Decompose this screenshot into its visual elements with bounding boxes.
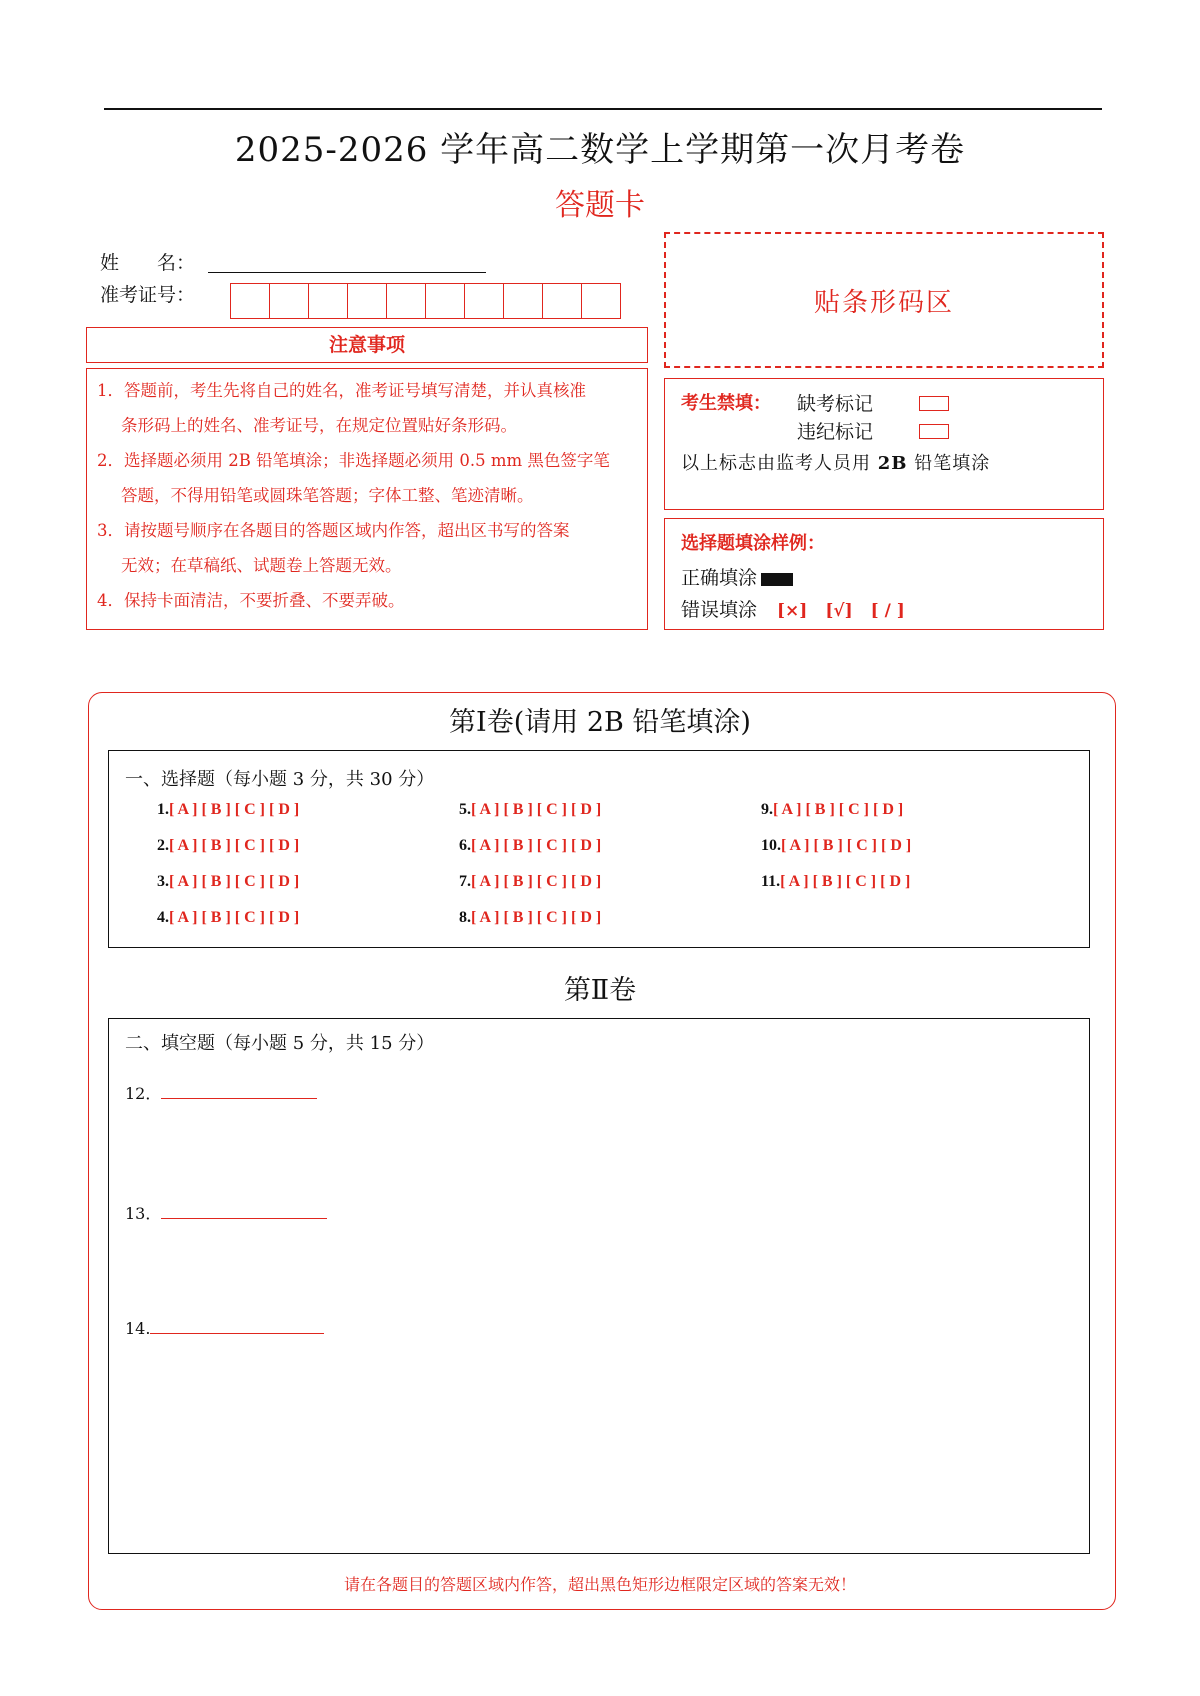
question-4[interactable]: 4.[ A ] [ B ] [ C ] [ D ] [157,909,300,926]
notice-title: 注意事项 [86,327,648,363]
wrong-mark-slash: [ / ] [870,601,905,621]
exam-id-digit-box[interactable] [504,284,543,318]
examiner-note: 以上标志由监考人员用 2B 铅笔填涂 [681,453,991,474]
examiner-only-box [664,378,1104,510]
fill-in-blank-box [108,1018,1090,1554]
top-rule [104,108,1102,110]
multiple-choice-box [108,750,1090,948]
notice-box [86,368,648,630]
question-7[interactable]: 7.[ A ] [ B ] [ C ] [ D ] [459,873,602,890]
question-8[interactable]: 8.[ A ] [ B ] [ C ] [ D ] [459,909,602,926]
exam-id-digit-box[interactable] [582,284,620,318]
correct-fill-row: 正确填涂 [681,563,793,590]
exam-id-digit-box[interactable] [348,284,387,318]
exam-id-boxes[interactable] [230,283,621,319]
footer-warning: 请在各题目的答题区域内作答，超出黑色矩形边框限定区域的答案无效！ [343,1575,856,1594]
question-11[interactable]: 11.[ A ] [ B ] [ C ] [ D ] [761,873,911,890]
violation-mark-box[interactable] [919,424,949,439]
volume-2-title: 第Ⅱ卷 [563,975,637,1006]
question-2[interactable]: 2.[ A ] [ B ] [ C ] [ D ] [157,837,300,854]
exam-id-label: 准考证号： [100,284,196,306]
fill-sample-title: 选择题填涂样例： [681,533,825,554]
filled-mark-icon [761,573,793,586]
blank-13[interactable]: 13． [125,1201,327,1224]
fill-sample-box [664,518,1104,630]
blank-12-line[interactable] [161,1084,317,1099]
wrong-mark-check: [√] [825,601,853,621]
question-6[interactable]: 6.[ A ] [ B ] [ C ] [ D ] [459,837,602,854]
question-1[interactable]: 1.[ A ] [ B ] [ C ] [ D ] [157,801,300,818]
notice-item-2: 2．选择题必须用 2B 铅笔填涂；非选择题必须用 0.5 mm 黑色签字笔 答题，不得用铅笔或圆珠笔答题；字体工整、笔迹清晰。 [97,451,610,505]
exam-id-digit-box[interactable] [387,284,426,318]
exam-id-digit-box[interactable] [270,284,309,318]
blank-14-line[interactable] [150,1319,324,1334]
wrong-mark-cross: [×] [777,601,808,621]
barcode-label: 贴条形码区 [813,287,954,318]
violation-mark-label: 违纪标记 [797,421,874,443]
absent-mark-label: 缺考标记 [797,393,874,415]
absent-mark-box[interactable] [919,396,949,411]
exam-title: 2025-2026 学年高二数学上学期第一次月考卷 [234,130,966,170]
question-3[interactable]: 3.[ A ] [ B ] [ C ] [ D ] [157,873,300,890]
exam-id-digit-box[interactable] [231,284,270,318]
fill-in-section-title: 二、填空题（每小题 5 分，共 15 分） [125,1033,435,1054]
exam-id-digit-box[interactable] [543,284,582,318]
multiple-choice-section-title: 一、选择题（每小题 3 分，共 30 分） [125,769,435,790]
examiner-only-label: 考生禁填： [681,393,771,414]
notice-item-4: 4．保持卡面清洁，不要折叠、不要弄破。 [97,591,405,610]
blank-13-line[interactable] [161,1204,327,1219]
question-9[interactable]: 9.[ A ] [ B ] [ C ] [ D ] [761,801,904,818]
name-label: 姓 名： [100,252,196,274]
notice-item-1: 1．答题前，考生先将自己的姓名，准考证号填写清楚，并认真核准 条形码上的姓名、准考证号，在规定位置贴好条形码。 [97,381,586,435]
exam-id-digit-box[interactable] [309,284,348,318]
blank-14[interactable]: 14. [125,1319,324,1338]
question-5[interactable]: 5.[ A ] [ B ] [ C ] [ D ] [459,801,602,818]
question-10[interactable]: 10.[ A ] [ B ] [ C ] [ D ] [761,837,912,854]
answer-card-subtitle: 答题卡 [555,188,645,223]
volume-1-title: 第Ⅰ卷(请用 2B 铅笔填涂) [449,707,751,738]
blank-12[interactable]: 12． [125,1081,317,1104]
exam-id-digit-box[interactable] [426,284,465,318]
notice-item-3: 3．请按题号顺序在各题目的答题区域内作答，超出区书写的答案 无效；在草稿纸、试题卷上答题无效。 [97,521,570,575]
exam-id-digit-box[interactable] [465,284,504,318]
barcode-area [664,232,1104,368]
wrong-fill-row: 错误填涂 [×] [√] [ / ] [681,599,905,621]
name-field[interactable] [208,272,486,273]
